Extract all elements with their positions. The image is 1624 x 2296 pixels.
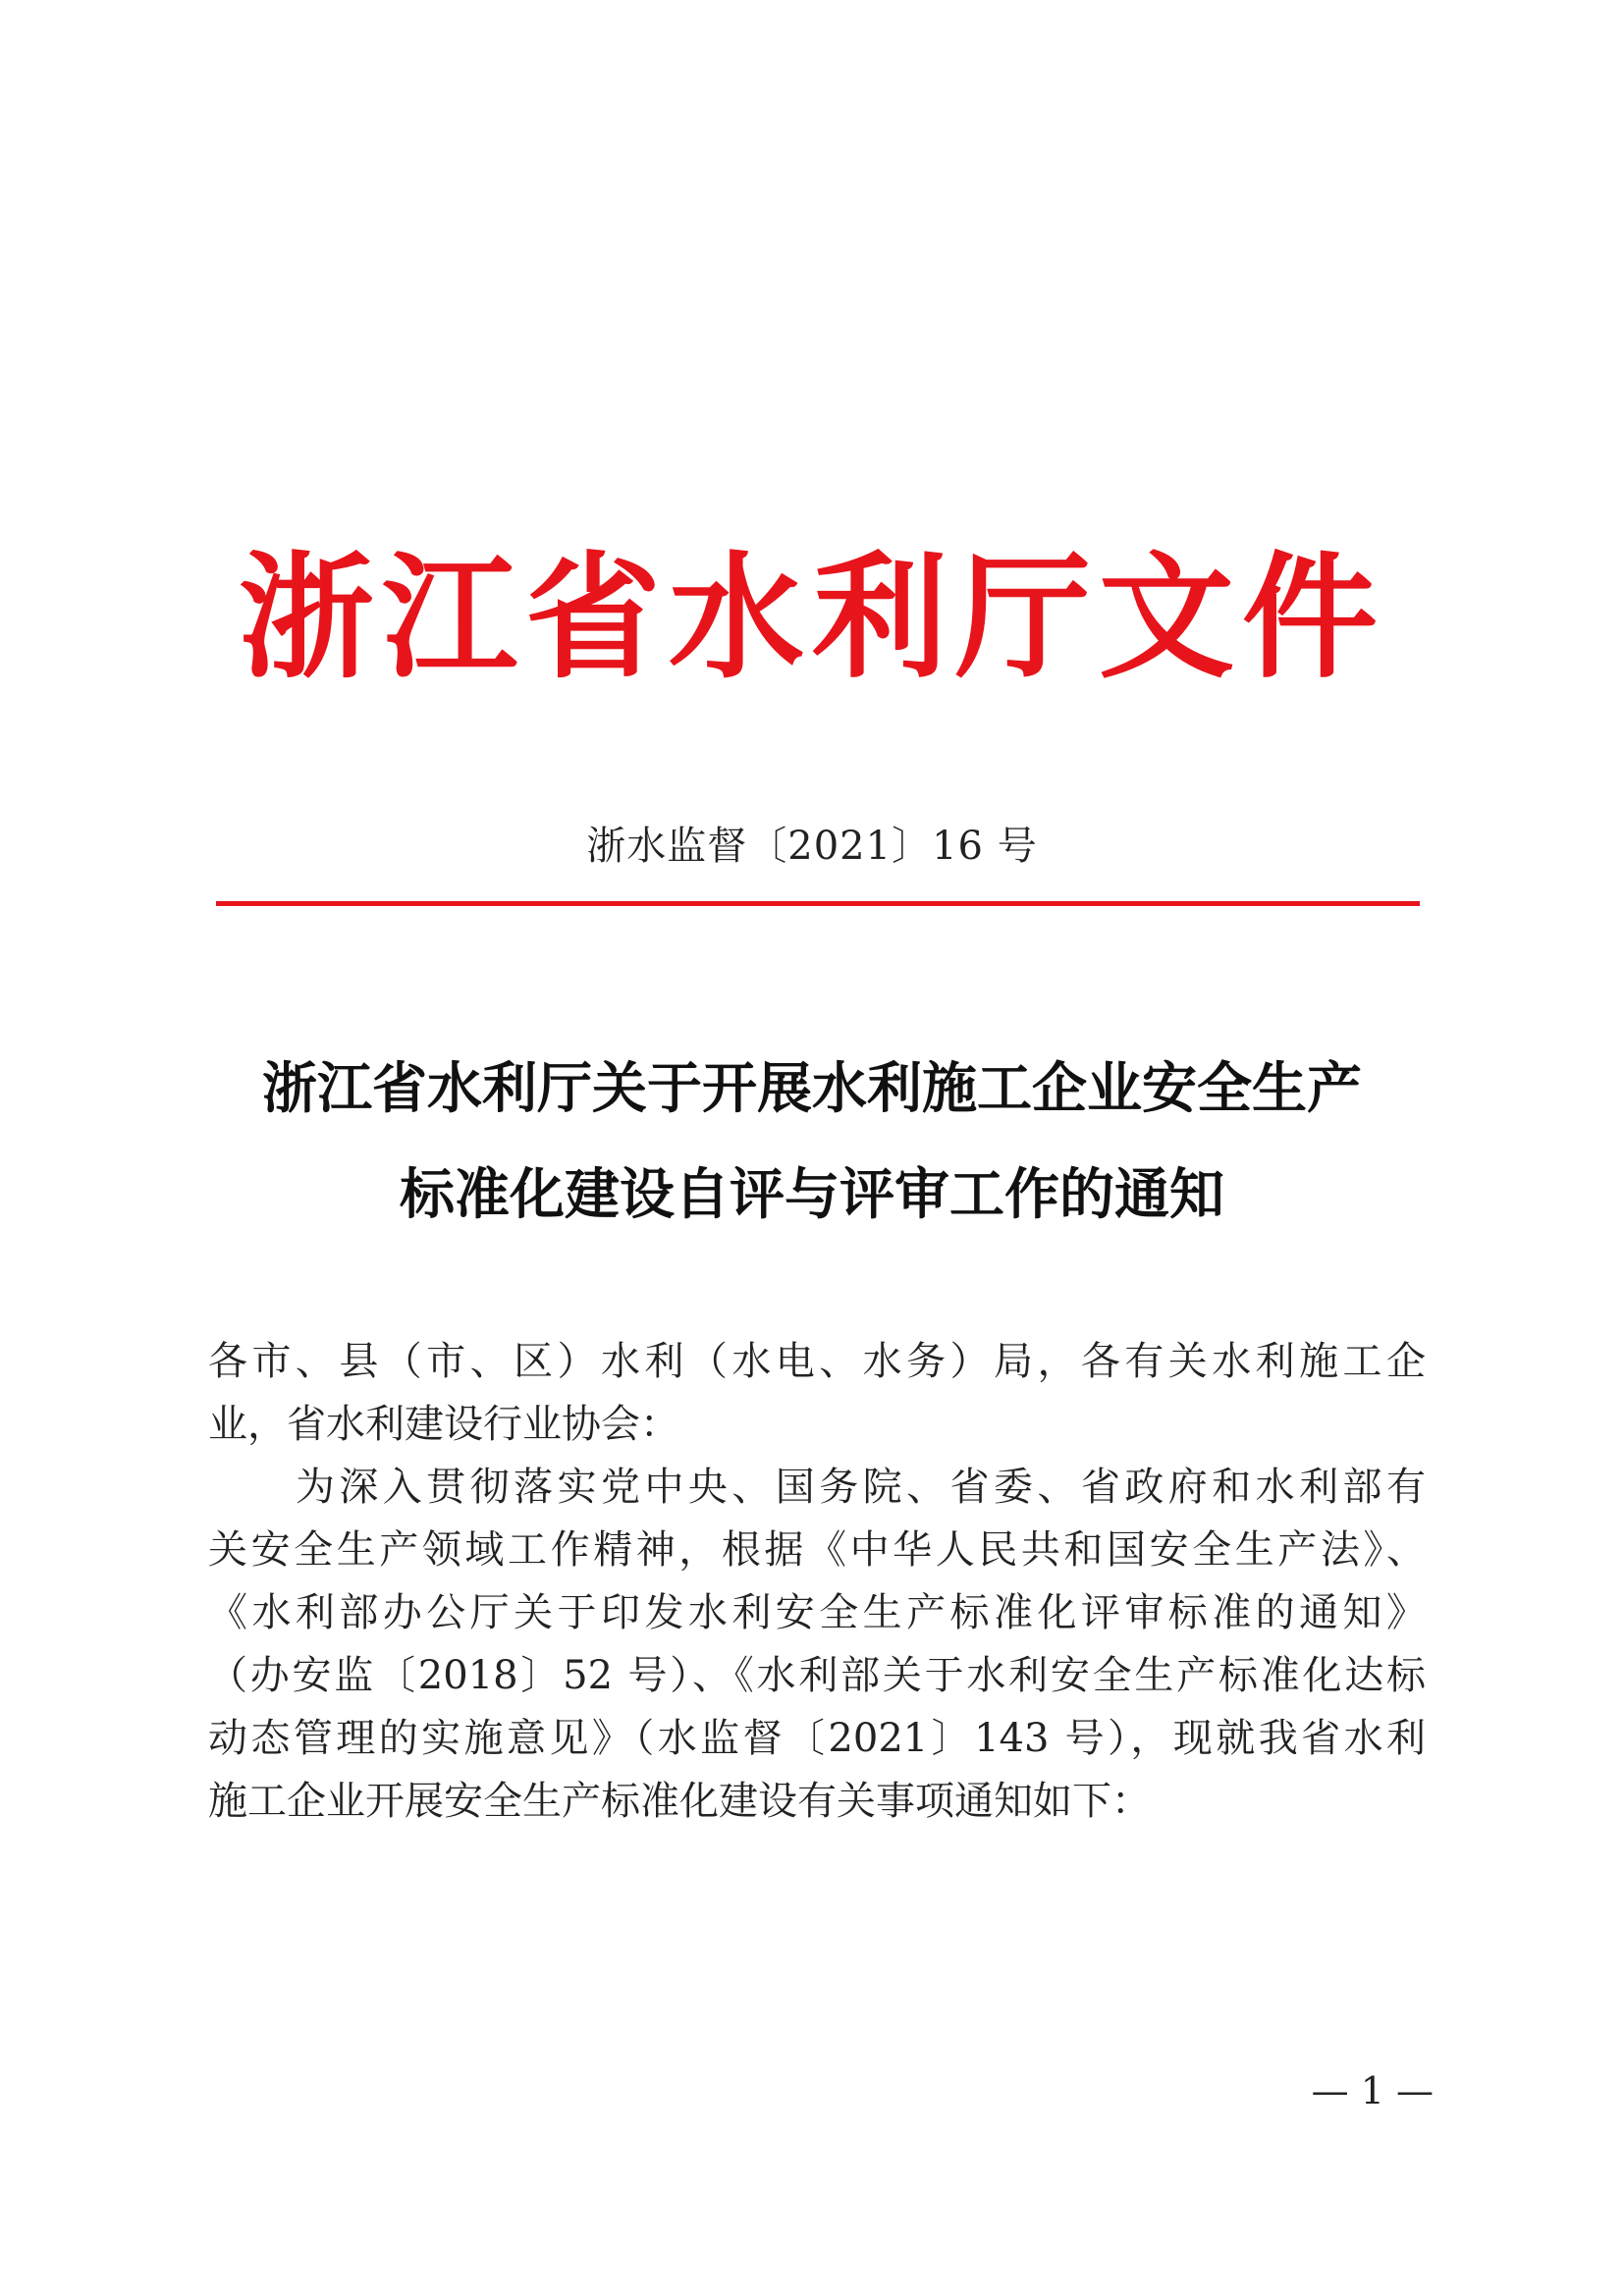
title-line: 浙江省水利厅关于开展水利施工企业安全生产 bbox=[262, 1056, 1362, 1121]
document-number: 浙水监督〔2021〕16 号 bbox=[586, 824, 1038, 869]
paragraph-line: 关安全生产领域工作精神，根据《中华人民共和国安全生产法》、 bbox=[208, 1527, 1426, 1573]
issuer-masthead: 浙江省水利厅文件 bbox=[238, 539, 1385, 697]
page-number: — 1 — bbox=[1311, 2069, 1434, 2112]
paragraph-line: 动态管理的实施意见》（水监督〔2021〕143 号），现就我省水利 bbox=[208, 1716, 1426, 1761]
document-body bbox=[208, 1330, 1426, 1833]
red-separator-line bbox=[216, 901, 1420, 906]
paragraph-line: 《水利部办公厅关于印发水利安全生产标准化评审标准的通知》 bbox=[208, 1590, 1426, 1635]
paragraph-line: 施工企业开展安全生产标准化建设有关事项通知如下： bbox=[208, 1779, 1151, 1824]
paragraph-line: （办安监〔2018〕52 号）、《水利部关于水利安全生产标准化达标 bbox=[208, 1653, 1426, 1698]
title-line: 标准化建设自评与评审工作的通知 bbox=[400, 1162, 1224, 1227]
salutation-line: 各市、县（市、区）水利（水电、水务）局，各有关水利施工企 bbox=[208, 1339, 1426, 1384]
salutation-line: 业，省水利建设行业协会： bbox=[208, 1402, 679, 1447]
paragraph-line: 为深入贯彻落实党中央、国务院、省委、省政府和水利部有 bbox=[208, 1465, 1426, 1510]
document-title bbox=[196, 1036, 1428, 1248]
